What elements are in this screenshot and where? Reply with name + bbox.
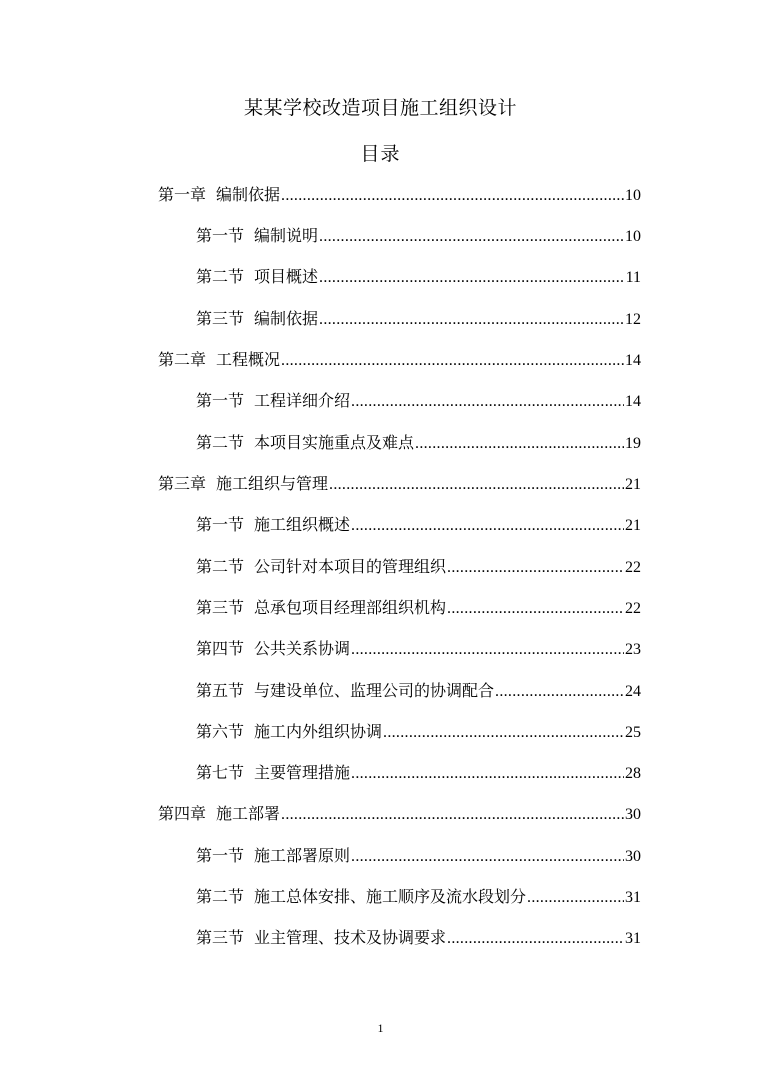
toc-entry-number: 第二节 bbox=[196, 433, 245, 452]
toc-entry-number: 第二节 bbox=[196, 887, 245, 906]
toc-entry-page: 21 bbox=[625, 476, 641, 493]
toc-entry-title: 本项目实施重点及难点 bbox=[254, 433, 415, 452]
toc-entry-page: 12 bbox=[625, 311, 641, 328]
toc-entry-page: 30 bbox=[625, 806, 641, 823]
toc-entry-title: 工程详细介绍 bbox=[254, 391, 351, 410]
toc-entry-title: 编制依据 bbox=[216, 185, 281, 204]
toc-dot-leader bbox=[447, 924, 624, 954]
toc-entry-page: 30 bbox=[625, 848, 641, 865]
toc-entry-page: 10 bbox=[625, 187, 641, 204]
toc-dot-leader bbox=[351, 842, 624, 872]
toc-entry-title: 施工部署原则 bbox=[254, 846, 351, 865]
toc-dot-leader bbox=[351, 635, 624, 665]
toc-heading: 目录 bbox=[360, 143, 401, 165]
toc-entry-number: 第七节 bbox=[196, 763, 245, 782]
toc-entry-number: 第三章 bbox=[158, 474, 207, 493]
toc-entry-title: 编制说明 bbox=[254, 226, 319, 245]
toc-entry-chapter[interactable] bbox=[158, 469, 641, 499]
toc-dot-leader bbox=[495, 677, 624, 707]
toc-dot-leader bbox=[329, 470, 624, 500]
toc-entry-section[interactable] bbox=[196, 304, 641, 334]
toc-entry-number: 第四章 bbox=[158, 804, 207, 823]
toc-entry-number: 第一节 bbox=[196, 515, 245, 534]
toc-entry-section[interactable] bbox=[196, 428, 641, 458]
toc-entry-number: 第一节 bbox=[196, 846, 245, 865]
toc-entry-number: 第四节 bbox=[196, 639, 245, 658]
toc-entry-title: 总承包项目经理部组织机构 bbox=[254, 598, 447, 617]
toc-entry-section[interactable] bbox=[196, 634, 641, 664]
toc-entry-page: 28 bbox=[625, 765, 641, 782]
toc-dot-leader bbox=[319, 222, 624, 252]
toc-entry-number: 第三节 bbox=[196, 309, 245, 328]
toc-entry-chapter[interactable] bbox=[158, 180, 641, 210]
toc-entry-title: 主要管理措施 bbox=[254, 763, 351, 782]
toc-entry-title: 施工组织概述 bbox=[254, 515, 351, 534]
toc-entry-title: 施工组织与管理 bbox=[216, 474, 329, 493]
toc-entry-section[interactable] bbox=[196, 758, 641, 788]
toc-entry-page: 31 bbox=[625, 889, 641, 906]
toc-entry-chapter[interactable] bbox=[158, 799, 641, 829]
toc-entry-page: 11 bbox=[625, 269, 641, 286]
toc-entry-page: 22 bbox=[625, 600, 641, 617]
toc-entry-title: 业主管理、技术及协调要求 bbox=[254, 928, 447, 947]
toc-dot-leader bbox=[281, 181, 624, 211]
toc-dot-leader bbox=[351, 387, 624, 417]
toc-entry-page: 31 bbox=[625, 930, 641, 947]
toc-entry-section[interactable] bbox=[196, 593, 641, 623]
page-number: 1 bbox=[377, 1021, 384, 1035]
toc-entry-title: 项目概述 bbox=[254, 267, 319, 286]
toc-entry-section[interactable] bbox=[196, 676, 641, 706]
toc-entry-section[interactable] bbox=[196, 841, 641, 871]
toc-entry-section[interactable] bbox=[196, 510, 641, 540]
toc-entry-chapter[interactable] bbox=[158, 345, 641, 375]
toc-entry-title: 与建设单位、监理公司的协调配合 bbox=[254, 681, 495, 700]
toc-dot-leader bbox=[383, 718, 624, 748]
toc-dot-leader bbox=[351, 511, 624, 541]
toc-entry-section[interactable] bbox=[196, 386, 641, 416]
toc-entry-section[interactable] bbox=[196, 552, 641, 582]
toc-entry-number: 第三节 bbox=[196, 598, 245, 617]
toc-entry-page: 14 bbox=[625, 393, 641, 410]
toc-dot-leader bbox=[447, 594, 624, 624]
toc-entry-title: 施工总体安排、施工顺序及流水段划分 bbox=[254, 887, 527, 906]
toc-entry-number: 第五节 bbox=[196, 681, 245, 700]
toc-entry-section[interactable] bbox=[196, 221, 641, 251]
toc-entry-number: 第一章 bbox=[158, 185, 207, 204]
toc-entry-section[interactable] bbox=[196, 717, 641, 747]
toc-dot-leader bbox=[527, 883, 624, 913]
toc-dot-leader bbox=[351, 759, 624, 789]
toc-entry-number: 第一节 bbox=[196, 226, 245, 245]
toc-dot-leader bbox=[281, 346, 624, 376]
toc-entry-number: 第二节 bbox=[196, 557, 245, 576]
toc-dot-leader bbox=[319, 305, 624, 335]
toc-entry-number: 第一节 bbox=[196, 391, 245, 410]
toc-dot-leader bbox=[281, 800, 624, 830]
toc-entry-number: 第三节 bbox=[196, 928, 245, 947]
toc-entry-page: 14 bbox=[625, 352, 641, 369]
toc-entry-page: 23 bbox=[625, 641, 641, 658]
toc-entry-page: 10 bbox=[625, 228, 641, 245]
toc-entry-title: 施工部署 bbox=[216, 804, 281, 823]
document-title: 某某学校改造项目施工组织设计 bbox=[243, 97, 517, 119]
toc-entry-section[interactable] bbox=[196, 262, 641, 292]
toc-entry-title: 工程概况 bbox=[216, 350, 281, 369]
toc-entry-page: 21 bbox=[625, 517, 641, 534]
toc-entry-title: 公共关系协调 bbox=[254, 639, 351, 658]
toc-entry-section[interactable] bbox=[196, 923, 641, 953]
toc-dot-leader bbox=[319, 263, 625, 293]
toc-entry-page: 22 bbox=[625, 559, 641, 576]
toc-entry-title: 施工内外组织协调 bbox=[254, 722, 383, 741]
toc-entry-page: 24 bbox=[625, 683, 641, 700]
toc-entry-page: 25 bbox=[625, 724, 641, 741]
toc-entry-page: 19 bbox=[625, 435, 641, 452]
toc-dot-leader bbox=[447, 553, 624, 583]
toc-entry-number: 第二节 bbox=[196, 267, 245, 286]
toc-entry-title: 公司针对本项目的管理组织 bbox=[254, 557, 447, 576]
toc-entry-number: 第六节 bbox=[196, 722, 245, 741]
toc-entry-number: 第二章 bbox=[158, 350, 207, 369]
toc-entry-section[interactable] bbox=[196, 882, 641, 912]
toc-dot-leader bbox=[415, 429, 624, 459]
toc-entry-title: 编制依据 bbox=[254, 309, 319, 328]
